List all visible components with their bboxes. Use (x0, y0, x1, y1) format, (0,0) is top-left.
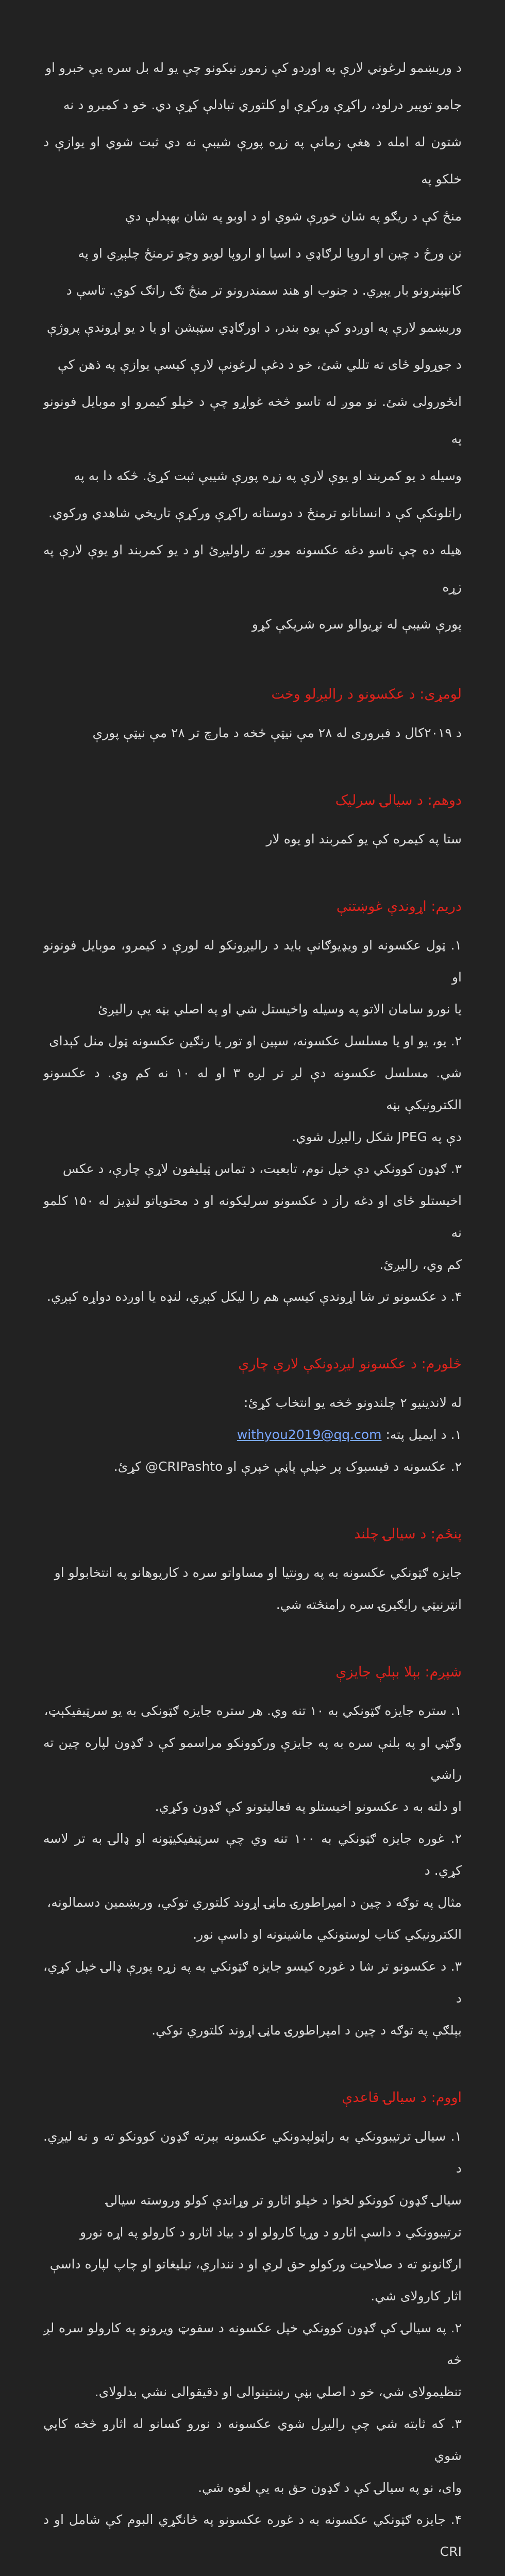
section-body (43, 1695, 462, 2046)
section-requirements (43, 896, 462, 1313)
section-line: وای، نو په سیالۍ کې د ګډون حق به یې لغوه شي. (198, 2480, 462, 2495)
section-line: ۳. که ثابته شي چې رالیږل شوي عکسونه د نورو کسانو له اثارو څخه کاپي شوي (43, 2416, 462, 2463)
section-line: مثال په توګه د چین د امپراطورۍ ماڼۍ اړوند کلتوري توکي، وربښمین دسمالونه، (47, 1895, 462, 1910)
intro-line: وسیله د یو کمربند او یوې لارې په زړه پورې شیبې ثبت کړئ. څکه دا به په (74, 468, 462, 483)
section-line: سیالۍ ګډون کوونکو لخوا د خپلو اثارو تر وړاندې کولو وروسته سیالۍ (106, 2193, 462, 2208)
email-line[interactable]: ۱. د ایمیل پته: withyou2019@qq.com (237, 1427, 462, 1442)
section-line: شي. مسلسل عکسونه دې لږ تر لږه ۳ او له ۱۰ نه کم وي. د عکسونو الکترونیکې بڼه (43, 1065, 462, 1112)
section-body (43, 717, 462, 749)
section-title: اووم: د سیالۍ قاعدې (342, 2090, 462, 2106)
section-line: اثار کارولای شي. (371, 2289, 462, 2303)
section-title: دریم: اړوندې غوښتنې (336, 899, 462, 914)
section-prizes (43, 1662, 462, 2046)
email-link[interactable]: withyou2019@qq.com (237, 1427, 382, 1442)
section-line: د ۲۰۱۹کال د فبروری له ۲۸ مې نیټې څخه د مارچ تر ۲۸ مې نیټې پورې (92, 725, 462, 740)
section-body (43, 1557, 462, 1621)
section-line: ۱. ټول عکسونه او ویډیوګانې باید د رالیږونکو له لورې د کیمرو، موبایل فونونو او (43, 938, 462, 985)
section-line: ارګانونو ته د صلاحیت ورکولو حق لري او د ننداري، تبلیغاتو او چاپ لپاره داسې (49, 2257, 462, 2272)
section-line: تنظیمولای شي، خو د اصلي بڼې رښتینوالی او دقیقوالی نشي بدلولای. (94, 2384, 462, 2399)
intro-line: پورې شیبې له نړیوالو سره شریکې کړو (251, 617, 462, 632)
intro-line: وربښمو لارې په اوږدو کې یوه بندر، د اورګاډي سټېشن او یا د یو اړوندې پروژې (46, 320, 462, 335)
section-line: ۲. غوره جایزه ګټونکي به ۱۰۰ تنه وي چې سرټیفیکیټونه او ډالۍ به تر لاسه کړي. د (43, 1831, 462, 1878)
section-body (43, 823, 462, 855)
intro-line: انځورولی شئ. نو موږ له تاسو څخه غواړو چې د خپلو کیمرو او موبایل فونونو په (43, 394, 462, 446)
section-line (43, 2568, 462, 2576)
intro-paragraph (43, 49, 462, 643)
section-rules (43, 2088, 462, 2576)
section-line: ستا په کیمره کې یو کمربند او یوه لار (266, 832, 462, 846)
section-line: له لاندینیو ۲ چلندونو څخه یو انتخاب کړئ: (243, 1395, 462, 1410)
section-title: لومړی: د عکسونو د رالیږلو وخت (271, 686, 462, 702)
section-contest-procedure (43, 1524, 462, 1621)
intro-line: هیله ده چې تاسو دغه عکسونه موږ ته راولیږئ او د یو کمربند او یوې لارې په زړه (43, 543, 462, 595)
section-line: ۱. سیالۍ ترتیبوونکي به راټولېدونکي عکسونه بېرته ګډون کوونکو ته و نه لیږي. د (43, 2129, 462, 2176)
section-title: پنځم: د سیالۍ چلند (354, 1526, 462, 1542)
section-line: ۲. عکسونه د فیسبوک پر خپلې پاڼې خپرې او CRIPashto@ کړئ. (113, 1459, 462, 1474)
section-line: ۴. جایزه ګټونکي عکسونه به د غوره عکسونو په څانګړي البوم کې شامل او د CRI (43, 2512, 462, 2559)
section-submission-methods (43, 1354, 462, 1483)
intro-line: د وربښمو لرغوني لارې په اوږدو کې زموږ نیکونو چې یو له بل سره یې خبرو او (45, 60, 462, 75)
section-line: ۲. یو، یو او یا مسلسل عکسونه، سپین او تور یا رنګین عکسونه ټول منل کېدای (49, 1033, 462, 1048)
section-line: ۳. د عکسونو تر شا د غوره کیسو جایزه ګټونکي به په زړه پورې ډالۍ خپل کړي، د (43, 1959, 462, 2006)
section-line: ۱. ستره جایزه ګټونکي به ۱۰ تنه وي. هر ستره جایزه ګټونکی به یو سرټیفیکېټ، (44, 1703, 462, 1718)
section-line: ۲. په سیالۍ کې ګډون کوونکي خپل عکسونه د سفوټ ویرونو په کارولو سره لږ څه (43, 2320, 462, 2367)
intro-line: د جوړولو ځای ته تللي شئ، خو د دغې لرغونې لارې کیسې یوازې په ذهن کې (57, 357, 462, 372)
section-body (43, 929, 462, 1313)
section-line: کم وي، رالیږئ. (379, 1257, 462, 1272)
intro-line: شتون له امله د هغې زمانې په زړه پورې شیبې نه دي ثبت شوي او یوازې د خلکو په (43, 134, 462, 187)
section-line: ترتیبوونکي د داسې اثارو د وړیا کارولو او د بیاد اثارو د کارولو په اړه نورو (80, 2225, 462, 2240)
section-body (43, 1387, 462, 1483)
section-line: بېلګې په توګه د چین د امپراطورۍ ماڼۍ اړوند کلتوري توکي. (152, 2023, 462, 2038)
section-line: الکترونیکي کتاب لوستونکي ماشینونه او داسې نور. (193, 1927, 462, 1942)
section-line: او دلته به د عکسونو اخیستلو په فعالیتونو کې ګډون وکړي. (155, 1799, 462, 1814)
section-title: دوهم: د سیالۍ سرلیک (335, 792, 462, 808)
section-line: انټرنیټي رایګیرۍ سره رامنځته شي. (276, 1597, 462, 1612)
section-title: شپږم: بېلا بېلې جایزې (335, 1664, 462, 1680)
section-line: یا نورو سامان الاتو په وسیله واخیستل شي او په اصلي بڼه یې رالیږئ (97, 1002, 462, 1016)
section-title: څلورم: د عکسونو لیږدونکې لارې چارې (238, 1356, 462, 1372)
intro-line: راتلونکې کې د انسانانو ترمنځ د دوستانه راکړې ورکړې تاریخي شاهدي ورکوي. (48, 505, 462, 520)
intro-line: نن ورځ د چین او اروپا لرګاډي د اسیا او اروپا لویو وچو ترمنځ چلېږي او په (78, 246, 462, 261)
section-line: ۳. ګډون کوونکي دې خپل نوم، تابعیت، د تماس ټیلیفون لاړې چارې، د عکس (62, 1161, 462, 1176)
section-submission-period (43, 684, 462, 749)
section-body (43, 2121, 462, 2576)
section-line: وګټي او په بلنې سره به په جایزې ورکوونکو مراسمو کې د ګډون لپاره چین ته راشي (43, 1735, 462, 1782)
section-line: دې په JPEG شکل رالیږل شوي. (292, 1129, 462, 1144)
intro-line: کانټېنرونو بار یېږي. د جنوب او هند سمندرونو تر منځ تګ راتګ کوي. تاسې د (66, 283, 462, 298)
section-contest-title (43, 790, 462, 855)
section-line: اخیستلو ځای او دغه راز د عکسونو سرلیکونه او د محتویاتو لنډیز له ۱۵۰ کلمو نه (43, 1193, 462, 1240)
section-line: جایزه ګټونکي عکسونه به په رونتیا او مساواتو سره د کارپوهانو په انتخابولو او (54, 1565, 462, 1580)
section-line: ۴. د عکسونو تر شا اړوندې کیسې هم را لیکل کېږي، لنډه یا اوږده دواړه کېږي. (46, 1289, 462, 1304)
intro-line: منځ کې د ریګو په شان خورې شوي او د اوبو په شان بهېدلې دي (125, 209, 462, 224)
intro-line: جامو توپیر درلود، راکړې ورکړې او کلتوري تبادلې کړې دي. خو د کمبرو د نه (63, 97, 462, 112)
